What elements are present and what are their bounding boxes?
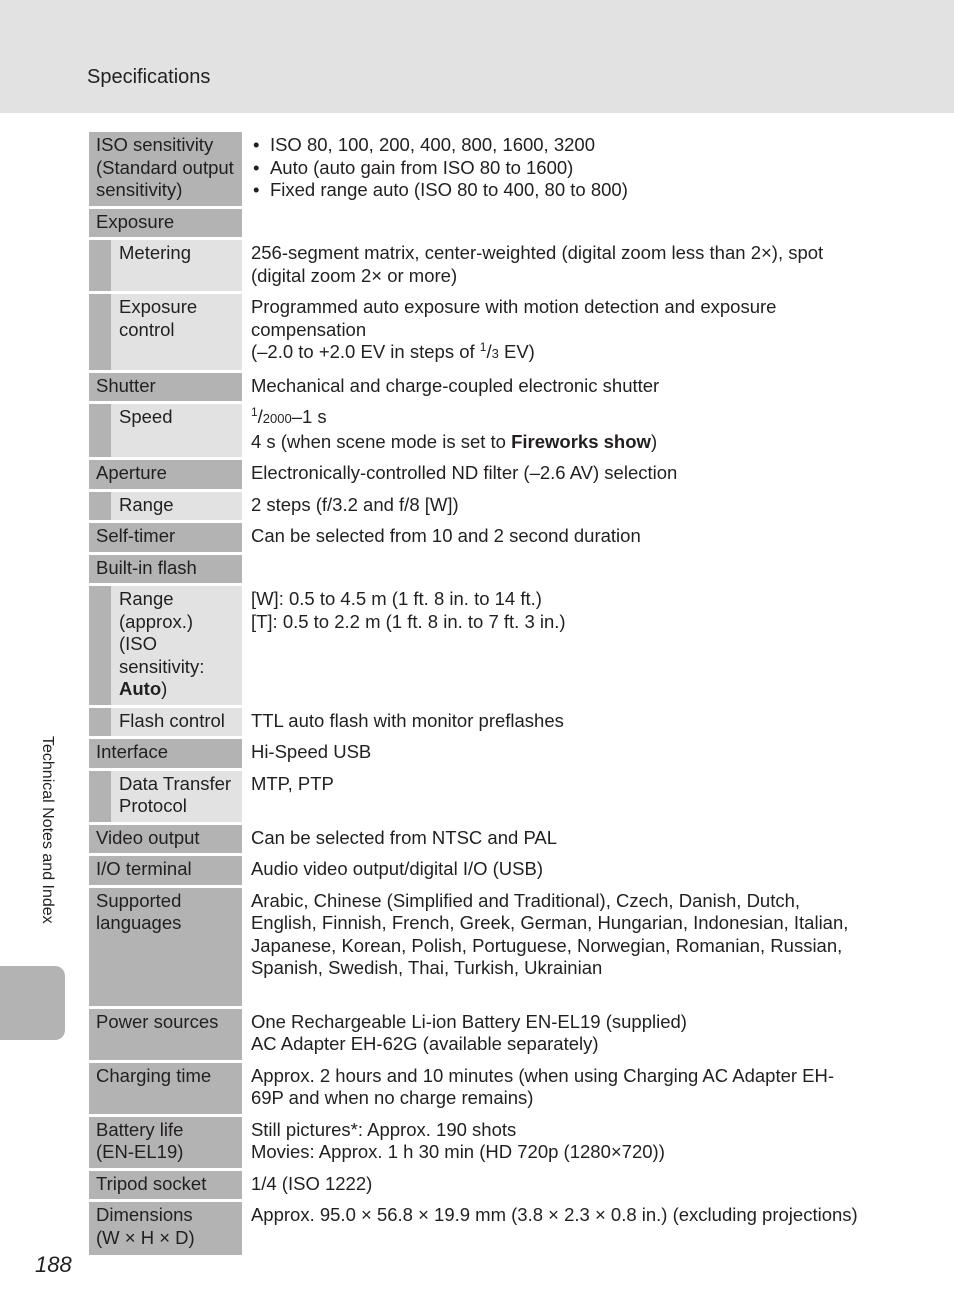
page-header [0, 0, 954, 113]
specifications-table [89, 132, 859, 1255]
spec-label: Shutter [89, 373, 242, 405]
section-title: Specifications [87, 66, 211, 88]
spec-value: $^1$/2000–1 s 4 s (when scene mode is set to Fireworks show) [242, 404, 859, 460]
spec-value: 1/4 (ISO 1222) [242, 1171, 859, 1203]
spec-value: TTL auto flash with monitor preflashes [242, 708, 859, 740]
list-item: • Fixed range auto (ISO 80 to 400, 80 to 800) [251, 179, 859, 202]
table-row [89, 460, 859, 492]
spec-value [242, 555, 859, 587]
spec-value: MTP, PTP [242, 771, 859, 825]
group-indent [89, 240, 111, 294]
spec-label: Exposure [89, 209, 242, 241]
spec-value: Programmed auto exposure with motion detection and exposure compensation (–2.0 to +2.0 EV in steps of $^1$/3 EV) [242, 294, 859, 373]
spec-sublabel: Range (approx.) (ISO sensitivity: Auto) [111, 586, 242, 708]
spec-sublabel: Metering [111, 240, 242, 294]
table-row [89, 856, 859, 888]
table-row [89, 294, 859, 373]
spec-value: Arabic, Chinese (Simplified and Traditional), Czech, Danish, Dutch, English, Finnish, French, Greek, German, Hungarian, Indonesian, Italian, Japanese, Korean, Polish, Portuguese, Norwegian, Romanian, Russian, Spanish, Swedish, Thai, Turkish, Ukrainian [242, 888, 859, 1009]
spec-label: Video output [89, 825, 242, 857]
spec-value: Approx. 2 hours and 10 minutes (when using Charging AC Adapter EH-69P and when no charge remains) [242, 1063, 859, 1117]
table-row [89, 708, 859, 740]
spec-value: One Rechargeable Li-ion Battery EN-EL19 (supplied) AC Adapter EH-62G (available separately) [242, 1009, 859, 1063]
spec-sublabel: Data Transfer Protocol [111, 771, 242, 825]
table-row [89, 739, 859, 771]
spec-label: Self-timer [89, 523, 242, 555]
table-row [89, 825, 859, 857]
side-index-tab [0, 966, 65, 1040]
table-row [89, 1009, 859, 1063]
table-row [89, 132, 859, 209]
group-indent [89, 708, 111, 740]
spec-label: Supported languages [89, 888, 242, 1009]
spec-label: I/O terminal [89, 856, 242, 888]
spec-label: Built-in flash [89, 555, 242, 587]
group-indent [89, 771, 111, 825]
table-row [89, 523, 859, 555]
spec-value [242, 132, 859, 209]
table-row [89, 1117, 859, 1171]
group-indent [89, 294, 111, 373]
spec-label: Power sources [89, 1009, 242, 1063]
spec-sublabel: Exposure control [111, 294, 242, 373]
table-row [89, 404, 859, 460]
table-row [89, 586, 859, 708]
spec-label: Dimensions (W × H × D) [89, 1202, 242, 1255]
spec-label: ISO sensitivity (Standard output sensitivity) [89, 132, 242, 209]
spec-sublabel: Range [111, 492, 242, 524]
spec-label: Charging time [89, 1063, 242, 1117]
spec-label: Battery life (EN-EL19) [89, 1117, 242, 1171]
spec-value: 2 steps (f/3.2 and f/8 [W]) [242, 492, 859, 524]
spec-value: Can be selected from NTSC and PAL [242, 825, 859, 857]
group-indent [89, 404, 111, 460]
spec-value: [W]: 0.5 to 4.5 m (1 ft. 8 in. to 14 ft.) [T]: 0.5 to 2.2 m (1 ft. 8 in. to 7 ft. 3 in.) [242, 586, 859, 708]
table-row [89, 492, 859, 524]
table-row [89, 240, 859, 294]
group-indent [89, 492, 111, 524]
table-row [89, 1171, 859, 1203]
list-item: • Auto (auto gain from ISO 80 to 1600) [251, 157, 859, 180]
spec-label: Interface [89, 739, 242, 771]
spec-label: Aperture [89, 460, 242, 492]
table-row [89, 888, 859, 1009]
table-row [89, 1063, 859, 1117]
spec-value: Approx. 95.0 × 56.8 × 19.9 mm (3.8 × 2.3 × 0.8 in.) (excluding projections) [250, 1204, 858, 1225]
spec-label: Tripod socket [89, 1171, 242, 1203]
table-row [89, 771, 859, 825]
spec-value: Audio video output/digital I/O (USB) [242, 856, 859, 888]
table-row [89, 555, 859, 587]
spec-value: Can be selected from 10 and 2 second duration [242, 523, 859, 555]
spec-value: Hi-Speed USB [242, 739, 859, 771]
spec-value: Still pictures*: Approx. 190 shots Movies: Approx. 1 h 30 min (HD 720p (1280×720)) [242, 1117, 859, 1171]
list-item: • ISO 80, 100, 200, 400, 800, 1600, 3200 [251, 134, 859, 157]
page-number: 188 [35, 1252, 72, 1277]
side-tab-label: Technical Notes and Index [39, 736, 56, 924]
group-indent [89, 586, 111, 708]
spec-value: Mechanical and charge-coupled electronic shutter [242, 373, 859, 405]
spec-sublabel: Speed [111, 404, 242, 460]
table-row [89, 209, 859, 241]
spec-sublabel: Flash control [111, 708, 242, 740]
spec-value: 256-segment matrix, center-weighted (digital zoom less than 2×), spot (digital zoom 2× or more) [242, 240, 859, 294]
spec-value [242, 209, 859, 241]
table-row [89, 1202, 859, 1255]
table-row [89, 373, 859, 405]
spec-value: Electronically-controlled ND filter (–2.6 AV) selection [242, 460, 859, 492]
